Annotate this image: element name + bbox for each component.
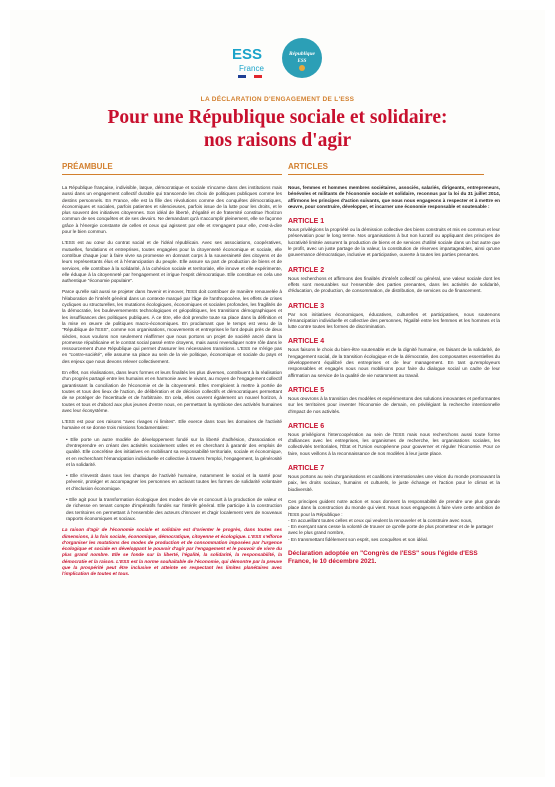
republique-ess-badge	[282, 38, 322, 78]
badge-line-1: République	[289, 51, 315, 57]
article-text: Par nos initiatives économiques, éducatives, culturelles et participatives, nous soutenons l'émancipation individuelle et collective des personnes, l'égalité entre les femmes et les hommes et la lutte contre toutes les formes de discrimination.	[288, 311, 500, 330]
article-title: ARTICLE 7	[288, 465, 325, 473]
closing-bullet: - En exerçant sans cesse la volonté de trouver ce qu'elle porte de plus prometteur et de le partager avec le plus grand nombre,	[288, 524, 494, 536]
article-title: ARTICLE 3	[288, 302, 325, 310]
article-text: Nous privilégions l'intercoopération au sein de l'ESS mais nous recherchons aussi toute forme d'alliances avec les entreprises, les organismes de recherche, les organisations sociales, les collectivités territoriales, l'État et l'Union européenne pour gouverner et réguler l'économie. Pour ce faire, nous veillons à la reconnaissance de nos modèles à leur juste place.	[288, 431, 500, 456]
ess-logo-france: France	[239, 64, 264, 73]
article-title: ARTICLE 5	[288, 386, 325, 394]
kicker: LA DÉCLARATION D'ENGAGEMENT DE L'ESS	[200, 96, 355, 103]
article-title: ARTICLE 6	[288, 422, 325, 430]
logo-bar	[10, 38, 545, 88]
preamble-bullet: • Elle s'investit dans tous les champs de l'activité humaine, notamment le social et la santé pour prévenir, protéger et accompagner les personnes en activant toutes les formes de solidarité volontaire et d'inclusion économique.	[66, 473, 282, 491]
title-line-1: Pour une République sociale et solidaire:	[107, 107, 448, 128]
article-text: Nous faisons le choix du bien-être soutenable et de la dignité humaine, en faisant de la solidarité, de l'engagement social, de la transition écologique et de la démocratie, des composantes essentielles du développement équilibré des entreprises et de leur management. En tant qu'employeurs responsables et engagés nous nous mobilisons pour faire du dialogue social un cadre de leur affirmation au service de la qualité de vie notamment au travail.	[288, 347, 500, 378]
preamble-bullet: • Elle agit pour la transformation écologique des modes de vie et concourt à la production de valeur et de richesse en tenant compte d'impératifs fondés sur l'intérêt général. Elle participe à la construction des territoires en permettant à l'ensemble des acteurs d'innover et d'agir localement vers de nouveaux rapports économiques et sociaux.	[66, 497, 282, 521]
page-title	[10, 106, 545, 152]
closing-bullet: - En accueillant toutes celles et ceux qui veulent la renouveler et la construire avec nous,	[288, 517, 473, 523]
declaration-footer: Déclaration adoptée en "Congrès de l'ESS" sous l'égide d'ESS France, le 10 décembre 2021.	[288, 549, 478, 565]
articles-heading: ARTICLES	[288, 162, 484, 175]
article-title: ARTICLE 4	[288, 338, 325, 346]
preamble-paragraph: La République française, indivisible, laïque, démocratique et sociale s'incarne dans des institutions mais aussi dans un engagement collectif durable qui transcende les choix de politiques publiques comme les destins personnels. En France, elle est la fille des révolutions comme des conquêtes démocratiques, économiques et sociales, parfois patientes et silencieuses, parfois issue de la lutte pour les droits, et le plus souvent des initiatives citoyennes. Son idéal de liberté, d'égalité et de fraternité constitue l'horizon commun de ses conquêtes et de ses devoirs. Ne demandant qu'à s'accomplir pleinement, elle se façonne grâce à l'énergie constante de celles et ceux qui agissent par elle et s'engagent pour elle, c'est-à-dire pour le bien commun.	[62, 185, 282, 235]
preamble-paragraph: L'ESS est pour ces raisons "avec rivages ni limites". Elle exerce dans tous les domaines de l'activité humaine et se donne trois missions fondamentales:	[62, 419, 282, 431]
tricolor-flag-icon	[238, 75, 262, 78]
closing-bullet: - En transmettant fidèlement son esprit, ses conquêtes et son idéal.	[288, 536, 428, 542]
preamble-heading: PRÉAMBULE	[62, 162, 282, 175]
preamble-paragraph: En effet, nos réalisations, dans leurs formes et leurs finalités les plus diverses, contribuent à la réalisation d'un progrès partagé entre les humains et en harmonie avec le vivant, au moyen de l'engagement collectif garantissant la conciliation de l'économie et de la citoyenneté. Elles s'emploient à mettre à portée de toutes et tous des lieux de l'action, de délibération et de décision collectifs et démocratiques permettant de se protéger de l'incertitude et de l'arbitraire. En cela, elles ouvrent également un nouvel horizon, à toutes et tous et d'abord aux plus jeunes d'entre nous, en permettant la symbiose des activités humaines avec leur écosystème.	[62, 370, 282, 413]
preamble-paragraph: L'ESS est au cœur du contrat social et de l'idéal républicain. Avec ses associations, coopératives, mutuelles, fondations et entreprises, toutes engagées pour la citoyenneté économique et sociale, elle contribue chaque jour à faire vivre sa promesse en donnant corps à la souveraineté des citoyens et de leurs représentants élus et à l'émancipation du peuple. Elle assure sa part de production de biens et de services, elle contribue à la solidarité, à la cohésion sociale et territoriale, elle innove et elle expérimente, elle éduque à la citoyenneté par l'engagement et irrigue l'esprit démocratique. Elle constitue en cela une authentique "économie populaire".	[62, 240, 282, 284]
preamble-bullet: • Elle porte un autre modèle de développement fondé sur la liberté d'adhésion, d'association et d'entreprendre en créant des activités socialement utiles et en cherchant à garantir des emplois de qualité. Elle concrétise des initiatives en mobilisant sa responsabilité territoriale, sociale et économique, et en recherchant l'émancipation individuelle et collective à travers l'emploi, l'engagement, la générosité et la solidarité.	[66, 436, 282, 467]
preamble-closing: La raison d'agir de l'économie sociale et solidaire est d'orienter le progrès, dans toutes ses dimensions, à la fois sociale, économique, démocratique, citoyenne et écologique. L'ESS s'efforce d'organiser les mutations des modes de production et de consommation imposées par l'urgence écologique et sociale en développant le pouvoir d'agir par l'engagement et le pouvoir de vivre du plus grand nombre. Elle se fonde sur la liberté, l'égalité, la solidarité, la responsabilité, la démocratie et la raison. L'ESS est la norme souhaitable de l'économie, qui démontre par la preuve que la prospérité peut être inclusive et atteinte en respectant les limites planétaires avec l'implication de toutes et tous.	[62, 527, 282, 577]
article-text: Nous privilégions la propriété ou la démission collective des biens construits et mis en commun et leur préservation pour le long terme. Nos organisations à but non lucratif ou appliquant des principes de lucrativité limitée assurent la production de biens et de services d'utilité sociale dans un but autre que le profit, avec un juste partage de la valeur, la constitution de réserves impartageables, ainsi qu'une gouvernance démocratique, inclusive et participative, ouverte à toutes les parties prenantes.	[288, 227, 500, 258]
title-line-2: nos raisons d'agir	[203, 130, 352, 151]
badge-line-2: ESS	[297, 59, 307, 64]
preamble-paragraph: Parce qu'elle sait aussi se projeter dans l'avenir et innover, l'ESS doit contribuer de manière renouvelée à l'élaboration de l'intérêt général dans un contexte marqué par l'âge de l'anthropocène, les effets de crises cycliques ou structurelles, les mutations écologiques, économiques et sociales profondes, les fragilités de la démocratie, les bouleversements technologiques et géopolitiques, les transitions démographiques et les insuffisances des politiques publiques. À ce titre, elle doit prendre toute sa place dans la définition et la mise en œuvre de politiques macro-économiques. En proclamant que le temps est venu de la "République de l'ESS", comme nos organisations, mouvements et entreprises le font depuis près de deux siècles, nous voulons non seulement réaffirmer que nous portons un projet de société ancré dans la promesse républicaine et le contrat social passé entre citoyens, mais aussi revendiquer notre rôle dans le ressourcement d'une République qui permet d'assurer les nécessaires transitions. L'ESS ne s'érige pas en "contre-société", elle assume sa place au sein de la vie politique, économique et sociale du pays et des enjeux que nous devons relever collectivement.	[62, 289, 282, 364]
article-text: Nous portons au sein d'organisations et coalitions internationales une vision du monde promouvant la paix, les droits sociaux, humains et culturels, le juste échange et l'action pour le climat et la biodiversité.	[288, 474, 500, 492]
articles-column	[288, 162, 500, 566]
preamble-column	[62, 162, 282, 583]
article-text: Nous œuvrons à la transition des modèles et expérimentons des solutions innovantes et performantes sur les territoires pour inventer l'économie de demain, en privilégiant la recherche intentionnelle d'impact de nos activités.	[288, 395, 500, 414]
closing-intro: Ces principes guident notre action et nous donnent la responsabilité de prendre une plus grande place dans la construction du monde qui vient. Nous nous engageons à faire vivre cette ambition de l'ESS pour la République :	[288, 498, 500, 517]
article-title: ARTICLE 1	[288, 218, 325, 226]
declaration-page	[10, 10, 545, 777]
ess-france-logo	[232, 44, 272, 84]
ess-logo-text: ESS	[232, 46, 263, 63]
articles-intro: Nous, femmes et hommes membres sociétaires, associés, salariés, dirigeants, entrepreneurs, bénévoles et militants de l'économie sociale et solidaire, reconnus par la loi du 31 juillet 2014, affirmons les principes d'action suivants, que nous nous engageons à respecter et à mettre en œuvre, pour construire, développer, et incarner une économie responsable et soutenable :	[288, 185, 500, 209]
article-text: Nous recherchons et affirmons des finalités d'intérêt collectif ou général, une valeur sociale dont les effets sont mesurables sur l'ensemble des parties prenantes, dans les activités de solidarité, d'éducation, de production, de consommation, de distribution, de services ou de financement.	[288, 275, 500, 294]
badge-dot-icon	[299, 65, 305, 71]
article-title: ARTICLE 2	[288, 266, 325, 274]
